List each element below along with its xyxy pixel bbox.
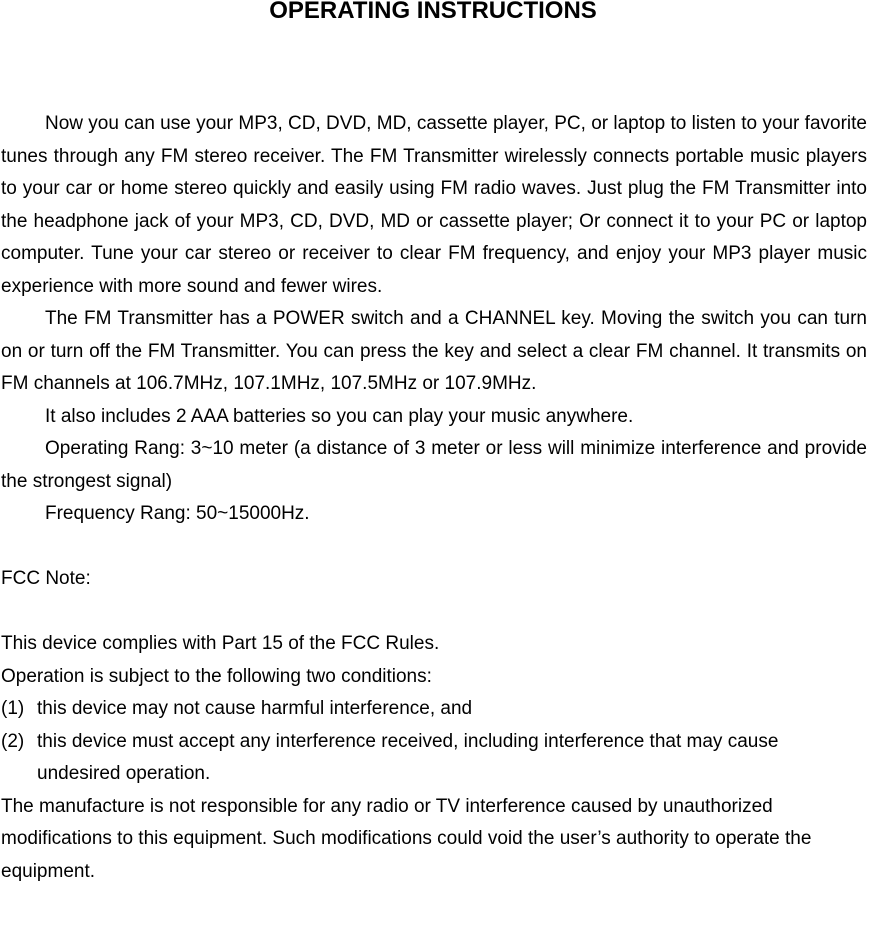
document-title: OPERATING INSTRUCTIONS — [269, 0, 597, 24]
fcc-disclaimer: The manufacture is not responsible for any radio or TV interference caused by unauthorized modifications to this equipment. Such modifications could void the user’s authority to operate the equipment. — [1, 795, 812, 882]
fcc-condition-item — [1, 726, 867, 791]
intro-paragraph: Now you can use your MP3, CD, DVD, MD, cassette player, PC, or laptop to listen to your favorite tunes through any FM stereo receiver. The FM Transmitter wirelessly connects portable music players to your car or home stereo quickly and easily using FM radio waves. Just plug the FM Transmitter into the headphone jack of your MP3, CD, DVD, MD or cassette player; Or connect it to your PC or laptop computer. Tune your car stereo or receiver to clear FM frequency, and enjoy your MP3 player music experience with more sound and fewer wires. — [1, 113, 867, 297]
controls-paragraph: The FM Transmitter has a POWER switch and a CHANNEL key. Moving the switch you can turn on or turn off the FM Transmitter. You can press the key and select a clear FM channel. It transmits on FM channels at 106.7MHz, 107.1MHz, 107.5MHz or 107.9MHz. — [1, 308, 867, 394]
fcc-conditions-intro: Operation is subject to the following two conditions: — [1, 665, 432, 687]
list-marker: (1) — [1, 698, 25, 719]
list-text: this device may not cause harmful interference, and — [37, 698, 473, 719]
fcc-heading: FCC Note: — [1, 568, 91, 589]
operating-range-paragraph: Operating Rang: 3~10 meter (a distance of 3 meter or less will minimize interference and provide the strongest signal) — [1, 438, 867, 492]
spacer — [1, 531, 867, 564]
batteries-paragraph: It also includes 2 AAA batteries so you can play your music anywhere. — [45, 405, 634, 427]
list-text: this device must accept any interference received, including interference that may cause undesired operation. — [37, 730, 779, 784]
fcc-compliance-statement: This device complies with Part 15 of the FCC Rules. — [1, 633, 440, 654]
spacer — [1, 596, 867, 629]
document-body — [1, 108, 867, 888]
list-marker: (2) — [1, 730, 25, 752]
frequency-range-paragraph: Frequency Rang: 50~15000Hz. — [45, 503, 310, 524]
fcc-condition-item — [1, 693, 867, 726]
